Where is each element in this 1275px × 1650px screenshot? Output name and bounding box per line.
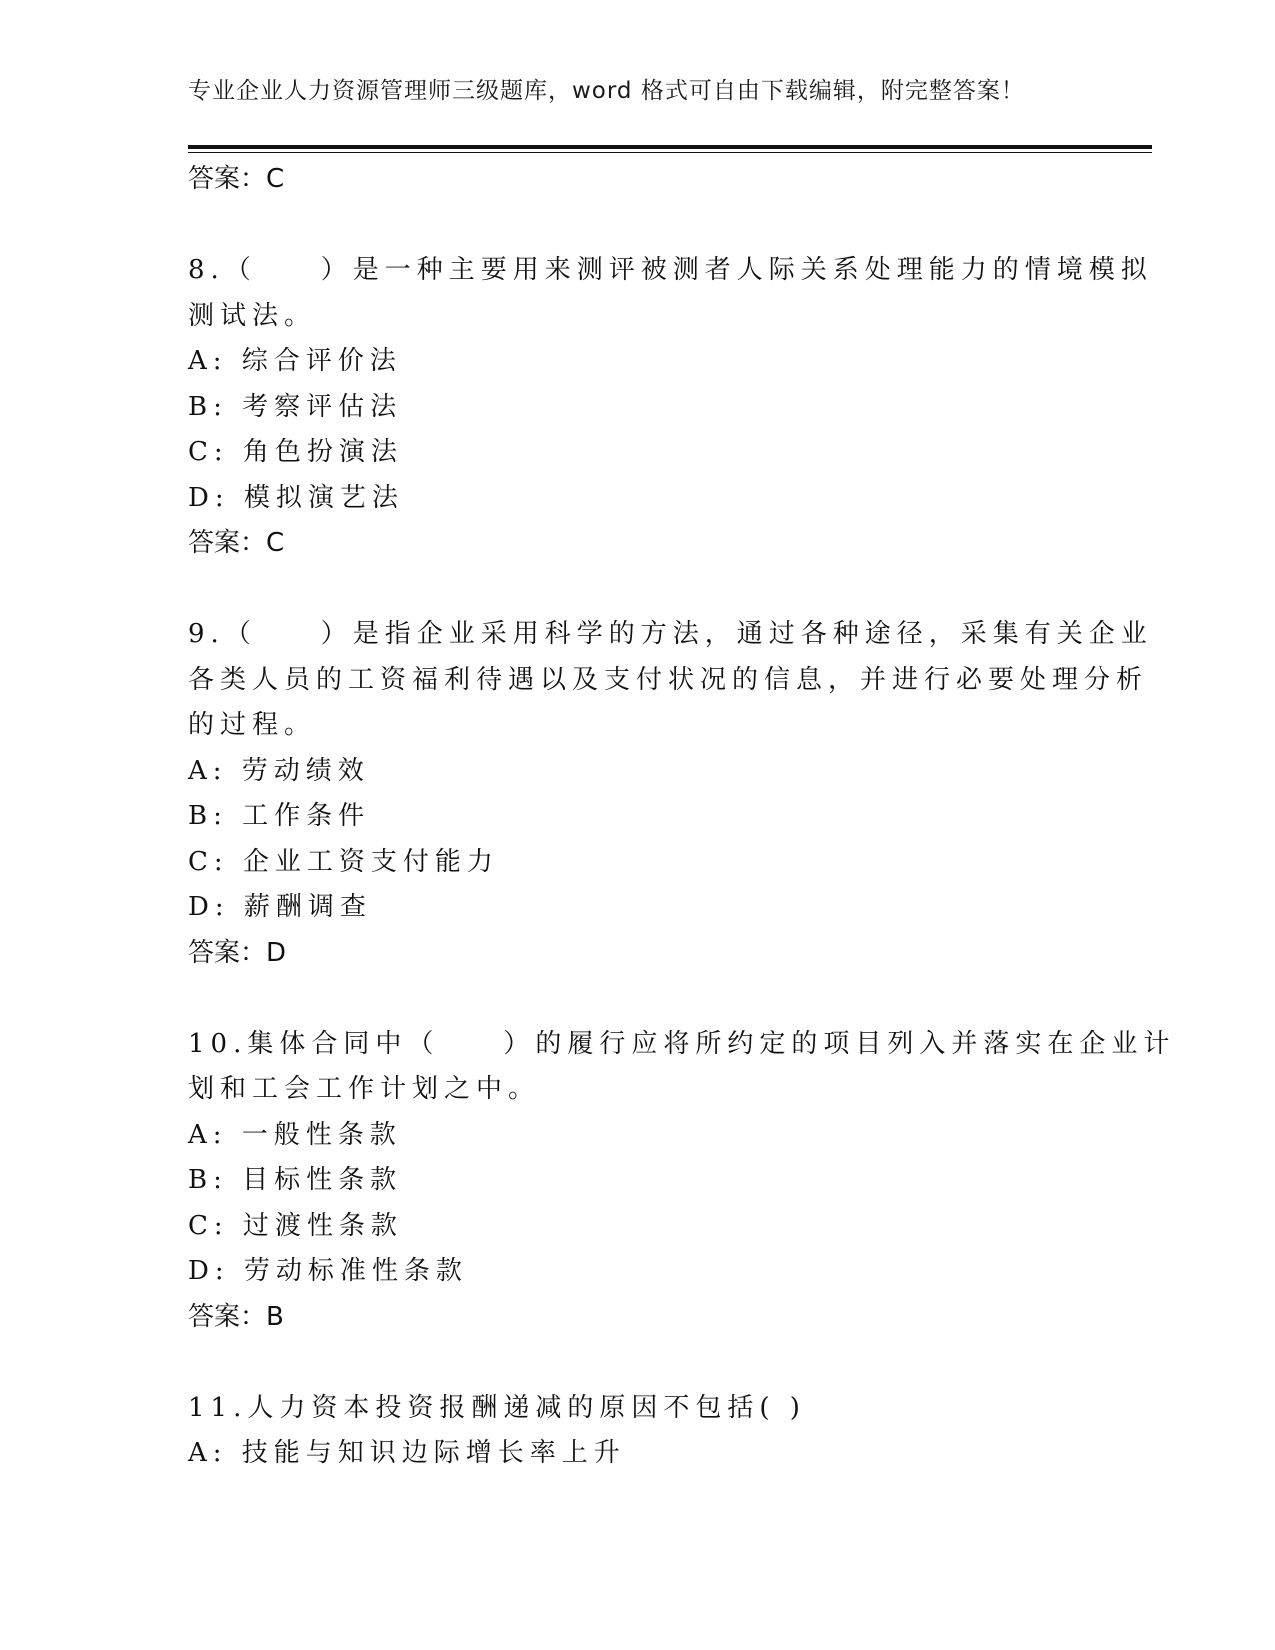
question-stem-line: 的过程。 — [188, 710, 317, 740]
answer: 答案：B — [188, 1301, 284, 1332]
option-a: A: 技能与知识边际增长率上升 — [188, 1438, 626, 1468]
option-a: A: 综合评价法 — [188, 346, 402, 376]
page-header: 专业企业人力资源管理师三级题库，word 格式可自由下载编辑，附完整答案！ — [188, 78, 1025, 104]
spacer — [188, 1340, 1088, 1386]
option-d: D: 模拟演艺法 — [188, 482, 404, 513]
option-b: B: 考察评估法 — [188, 391, 403, 422]
option-a: A: 劳动绩效 — [188, 755, 370, 786]
spacer — [188, 567, 1088, 613]
question-stem-line: 10.集体合同中（ ）的履行应将所约定的项目列入并落实在企业计 — [188, 1028, 1176, 1059]
question-stem-line: 划和工会工作计划之中。 — [188, 1074, 541, 1104]
option-c: C: 企业工资支付能力 — [188, 846, 499, 877]
question-8 — [188, 248, 1153, 567]
header-divider — [188, 145, 1152, 149]
question-stem-line: 各类人员的工资福利待遇以及支付状况的信息，并进行必要处理分析 — [188, 664, 1149, 695]
spacer — [188, 976, 1088, 1022]
question-stem-line: 测试法。 — [188, 300, 317, 331]
option-b: B: 工作条件 — [188, 801, 371, 831]
question-stem-line: 9.（ ）是指企业采用科学的方法，通过各种途径，采集有关企业 — [188, 619, 1153, 649]
spacer — [188, 203, 1088, 249]
option-c: C: 角色扮演法 — [188, 437, 403, 467]
question-stem-line: 8.（ ）是一种主要用来测评被测者人际关系处理能力的情境模拟 — [188, 255, 1153, 285]
answer: 答案：C — [188, 528, 285, 558]
question-11 — [188, 1386, 1088, 1477]
header-divider-thin — [188, 152, 1152, 153]
answer: 答案：D — [188, 937, 287, 968]
question-stem-line: 11.人力资本投资报酬递减的原因不包括( ) — [188, 1392, 806, 1423]
option-b: B: 目标性条款 — [188, 1165, 403, 1195]
question-list — [188, 157, 1176, 1477]
option-c: C: 过渡性条款 — [188, 1210, 403, 1241]
question-10 — [188, 1022, 1176, 1341]
option-d: D: 劳动标准性条款 — [188, 1256, 468, 1286]
option-d: D: 薪酬调查 — [188, 892, 372, 922]
previous-answer: 答案：C — [188, 164, 285, 194]
option-a: A: 一般性条款 — [188, 1119, 402, 1150]
question-9 — [188, 612, 1153, 976]
